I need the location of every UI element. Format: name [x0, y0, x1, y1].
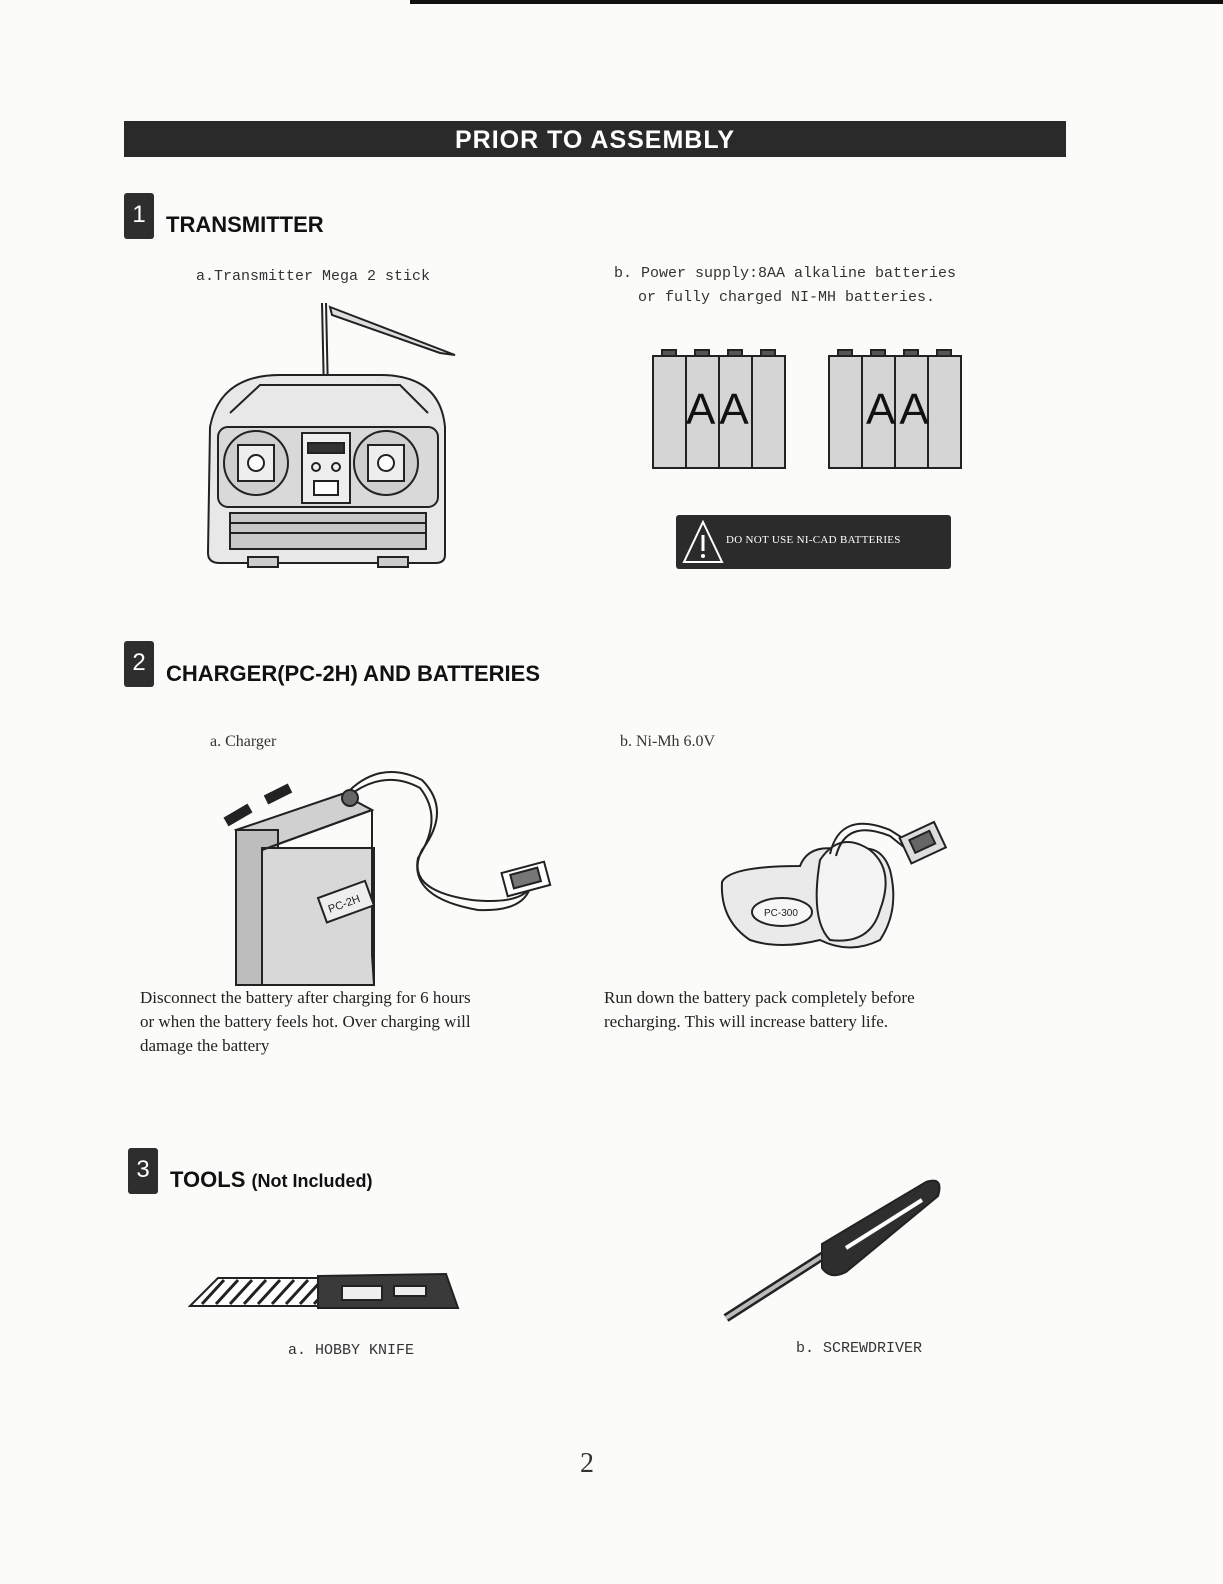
- charger-label: a. Charger: [210, 733, 277, 750]
- nimh-note-line1: Run down the battery pack completely before: [604, 988, 915, 1007]
- hobby-knife-illustration: [188, 1272, 460, 1314]
- transmitter-illustration: [200, 295, 460, 575]
- nimh-battery-illustration: [720, 800, 960, 960]
- section-number-1: 1: [124, 193, 154, 239]
- charger-note-line2: or when the battery feels hot. Over charging will: [140, 1012, 471, 1031]
- top-edge-line: [410, 0, 1223, 4]
- page-banner-title: PRIOR TO ASSEMBLY: [124, 121, 1066, 157]
- section-number-2: 2: [124, 641, 154, 687]
- power-supply-label-line1: b. Power supply:8AA alkaline batteries: [614, 265, 957, 282]
- power-supply-label-line2: or fully charged NI-MH batteries.: [638, 289, 936, 306]
- nimh-model-tag: PC-300: [764, 908, 798, 919]
- tools-title: TOOLS: [170, 1167, 246, 1192]
- charger-note-line1: Disconnect the battery after charging for 6 hours: [140, 988, 471, 1007]
- hobby-knife-label: a. HOBBY KNIFE: [288, 1342, 415, 1359]
- section-title-tools: [170, 1167, 373, 1193]
- warning-triangle-icon: [682, 519, 724, 565]
- warning-text: DO NOT USE NI-CAD BATTERIES: [726, 534, 901, 546]
- transmitter-label: a.Transmitter Mega 2 stick: [196, 268, 431, 285]
- aa-label-left: AA: [686, 385, 753, 434]
- nimh-note-line2: recharging. This will increase battery life.: [604, 1012, 889, 1031]
- section-number-3: 3: [128, 1148, 158, 1194]
- charger-model-tag: PC-2H: [326, 893, 362, 916]
- nimh-label: b. Ni-Mh 6.0V: [620, 733, 716, 750]
- screwdriver-illustration: [722, 1172, 948, 1328]
- aa-label-right: AA: [866, 385, 933, 434]
- section-title-transmitter: TRANSMITTER: [166, 212, 324, 237]
- screwdriver-label: b. SCREWDRIVER: [796, 1340, 923, 1357]
- section-title-charger: CHARGER(PC-2H) AND BATTERIES: [166, 661, 540, 686]
- tools-subtitle: (Not Included): [251, 1171, 373, 1191]
- nicad-warning-box: [676, 515, 951, 569]
- charger-illustration: [222, 770, 572, 995]
- charger-note-line3: damage the battery: [140, 1036, 270, 1055]
- page-number: 2: [580, 1448, 594, 1479]
